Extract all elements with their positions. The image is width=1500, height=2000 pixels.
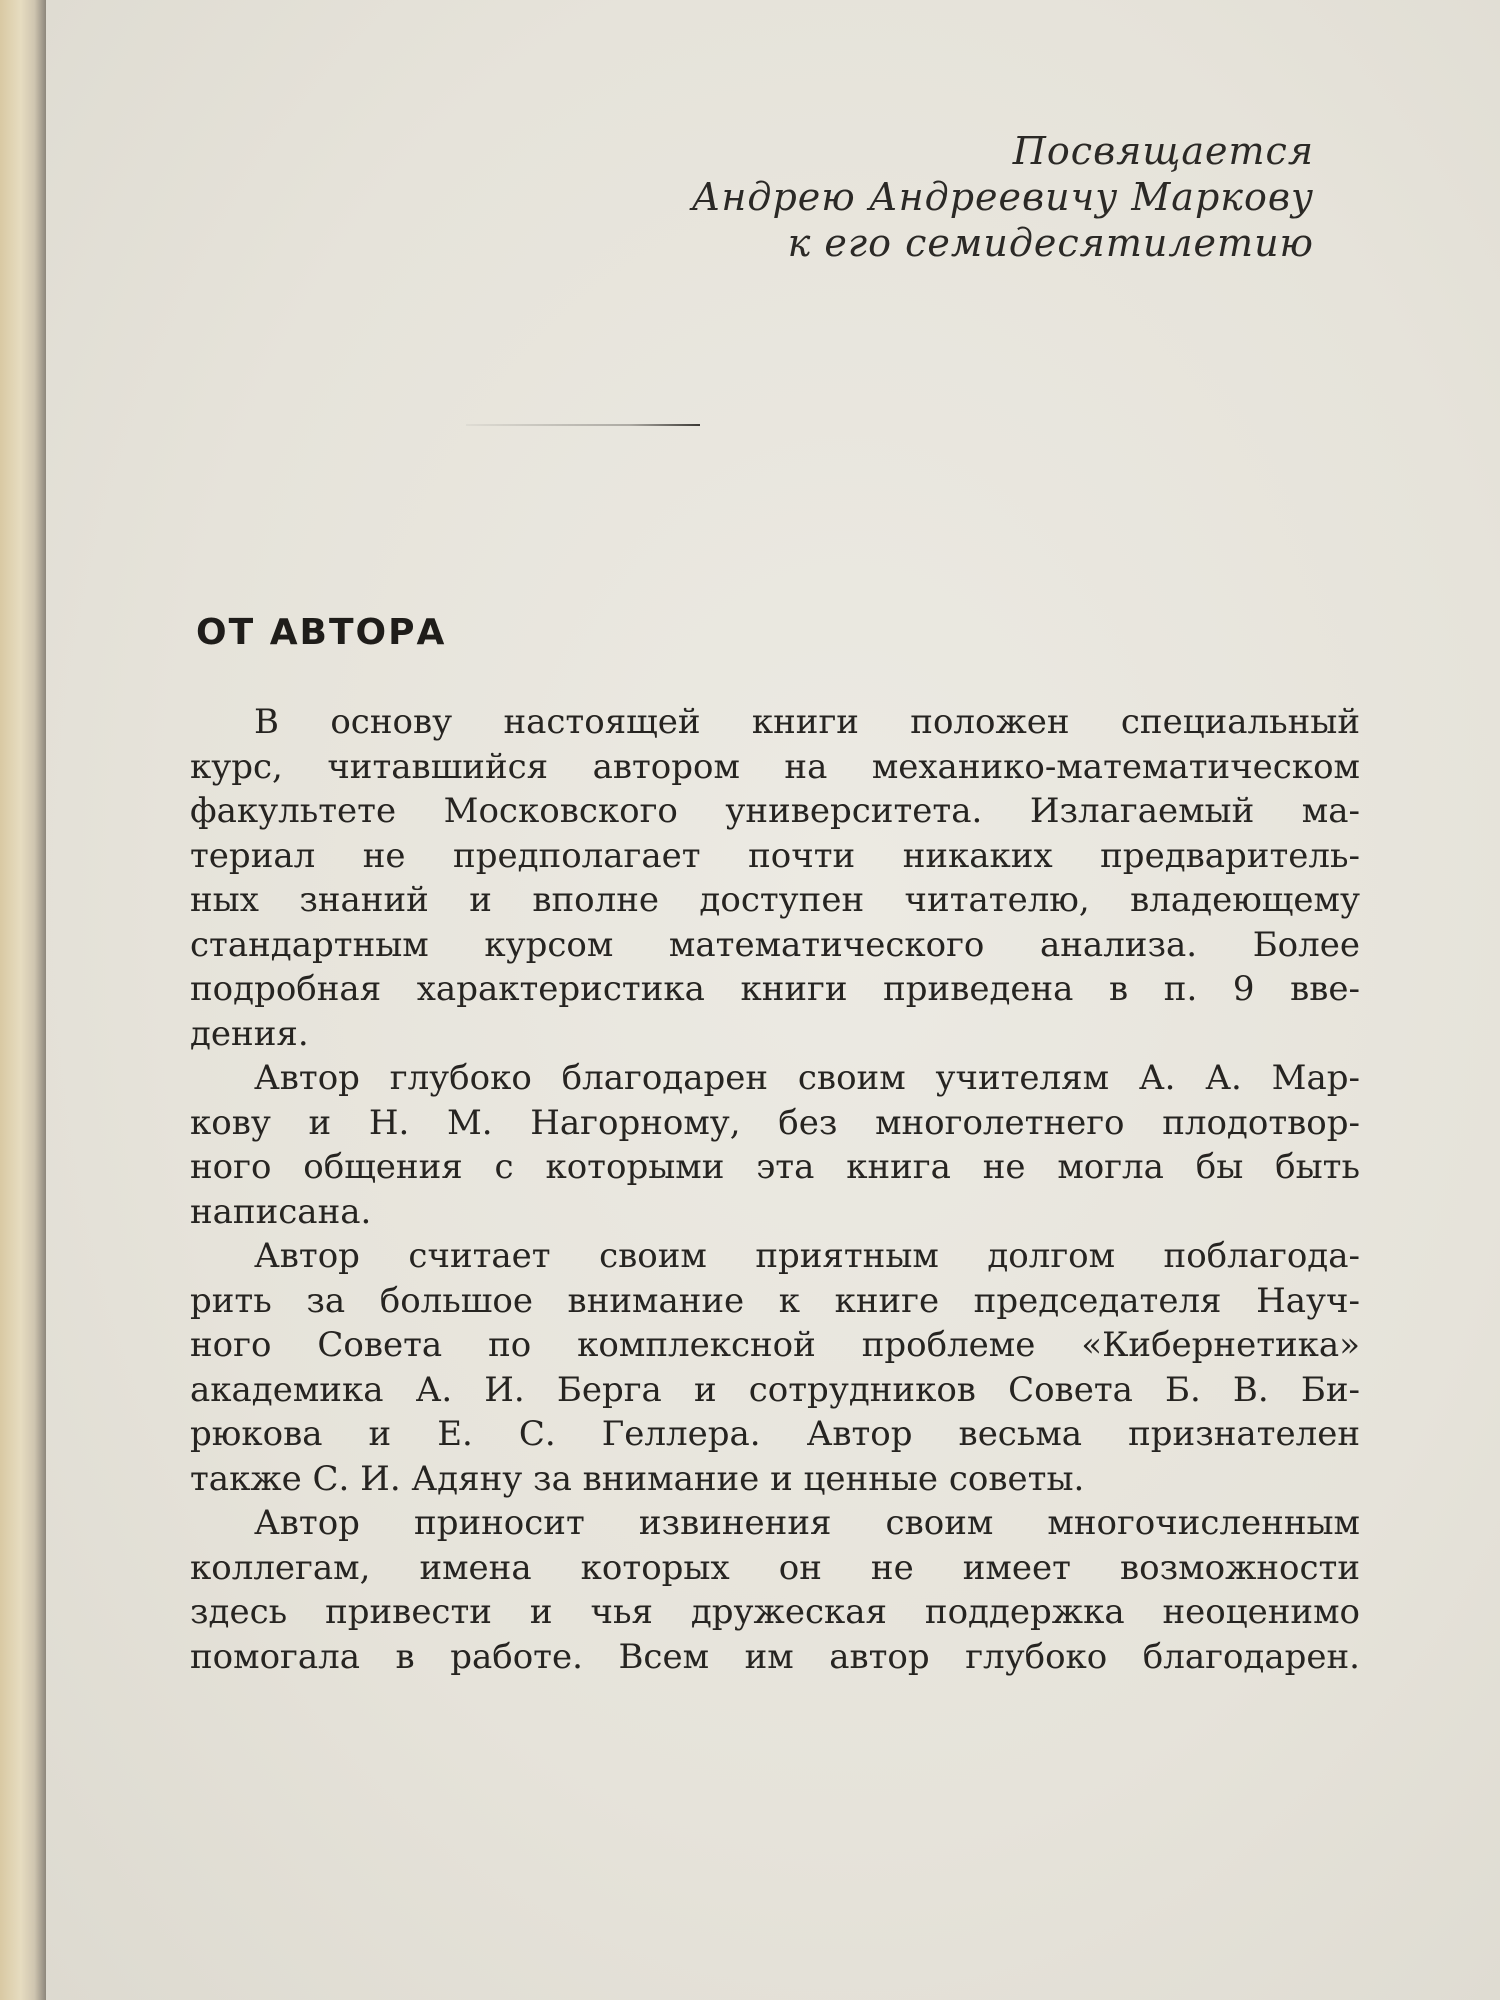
section-divider — [466, 424, 700, 426]
text-line: здесь привести и чья дружеская поддержка неоценимо — [190, 1592, 1360, 1632]
text-line: также С. И. Адяну за внимание и ценные советы. — [190, 1458, 1085, 1499]
text-line: кову и Н. М. Нагорному, без многолетнего плодотвор- — [190, 1102, 1360, 1143]
section-heading: ОТ АВТОРА — [196, 612, 447, 653]
dedication — [692, 128, 1314, 266]
text-line: рюкова и Е. С. Геллера. Автор весьма признателен — [190, 1414, 1360, 1454]
dedication-line: к его семидесятилетию — [787, 221, 1314, 265]
text-line: коллегам, имена которых он не имеет возможности — [190, 1547, 1360, 1588]
text-line: ного общения с которыми эта книга не могла бы быть — [190, 1147, 1360, 1187]
text-line: Автор приносит извинения своим многочисленным — [254, 1503, 1360, 1543]
dedication-line: Посвящается — [1012, 129, 1314, 173]
dedication-line: Андрею Андреевичу Маркову — [691, 175, 1314, 219]
text-line: В основу настоящей книги положен специальный — [254, 702, 1360, 742]
book-page — [46, 0, 1500, 2000]
text-line: рить за большое внимание к книге председателя Науч- — [190, 1280, 1360, 1321]
text-line: териал не предполагает почти никаких предваритель- — [190, 835, 1360, 876]
text-line: подробная характеристика книги приведена в п. 9 вве- — [190, 969, 1360, 1009]
text-line: ных знаний и вполне доступен читателю, владеющему — [190, 880, 1360, 920]
preface-text — [190, 700, 1360, 1679]
text-line: Автор глубоко благодарен своим учителям А. А. Мар- — [254, 1058, 1360, 1098]
text-line: Автор считает своим приятным долгом поблагода- — [254, 1236, 1360, 1276]
text-line: академика А. И. Берга и сотрудников Совета Б. В. Би- — [190, 1369, 1360, 1410]
text-line: написана. — [190, 1191, 372, 1232]
text-line: факультете Московского университета. Излагаемый ма- — [190, 791, 1360, 831]
text-line: дения. — [190, 1013, 309, 1054]
text-line: курс, читавшийся автором на механико-математическом — [190, 746, 1360, 787]
text-line: стандартным курсом математического анализа. Более — [190, 924, 1360, 965]
book-binding-gutter — [0, 0, 46, 2000]
text-line: ного Совета по комплексной проблеме «Кибернетика» — [190, 1325, 1360, 1365]
text-line: помогала в работе. Всем им автор глубоко благодарен. — [190, 1636, 1360, 1677]
